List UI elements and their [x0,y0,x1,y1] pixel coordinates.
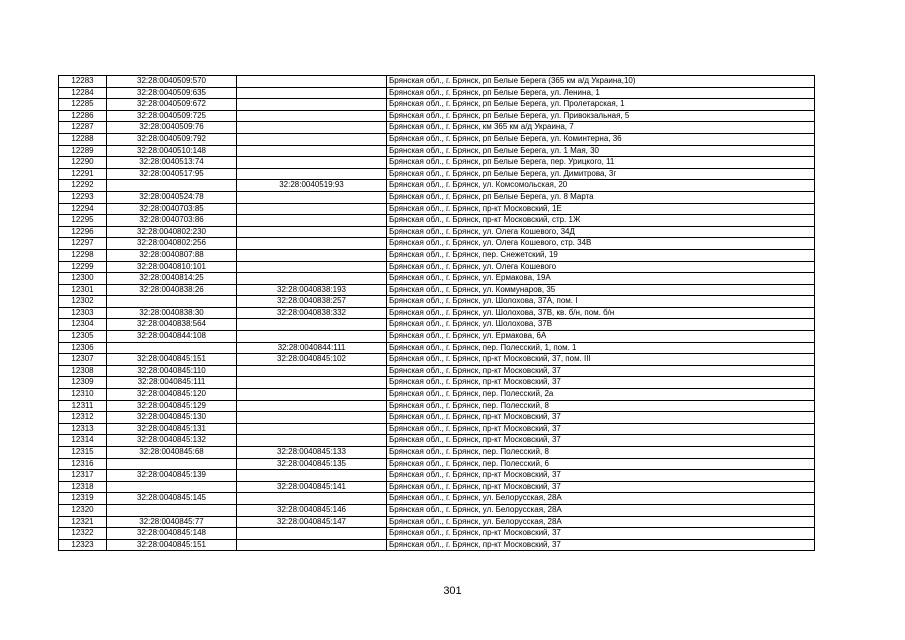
object-cadastral-number-cell [237,319,387,331]
object-cadastral-number-cell [237,157,387,169]
table-row [59,226,815,238]
object-cadastral-number-cell [237,238,387,250]
cadastral-number-cell: 32:28:0040845:145 [107,493,237,505]
address-cell: Брянская обл., г. Брянск, пр-кт Московский, 37 [387,435,815,447]
row-number-cell: 12317 [59,470,107,482]
row-number-cell: 12306 [59,342,107,354]
table-row [59,307,815,319]
address-cell: Брянская обл., г. Брянск, ул. Белорусская, 28А [387,504,815,516]
table-row [59,493,815,505]
row-number-cell: 12310 [59,389,107,401]
table-row [59,296,815,308]
row-number-cell: 12307 [59,354,107,366]
address-cell: Брянская обл., г. Брянск, пр-кт Московский, 37 [387,481,815,493]
row-number-cell: 12286 [59,110,107,122]
table-row [59,365,815,377]
address-cell: Брянская обл., г. Брянск, рп Белые Берега, ул. Пролетарская, 1 [387,99,815,111]
table-row [59,284,815,296]
cadastral-number-cell: 32:28:0040703:86 [107,215,237,227]
object-cadastral-number-cell [237,365,387,377]
table-row [59,458,815,470]
cadastral-number-cell [107,504,237,516]
row-number-cell: 12315 [59,447,107,459]
table-row [59,203,815,215]
cadastral-number-cell: 32:28:0040838:564 [107,319,237,331]
row-number-cell: 12287 [59,122,107,134]
row-number-cell: 12291 [59,168,107,180]
address-cell: Брянская обл., г. Брянск, пер. Полесский, 6 [387,458,815,470]
address-cell: Брянская обл., г. Брянск, пр-кт Московский, 37 [387,365,815,377]
table-row [59,331,815,343]
table-row [59,180,815,192]
object-cadastral-number-cell [237,261,387,273]
object-cadastral-number-cell [237,539,387,551]
cadastral-number-cell: 32:28:0040703:85 [107,203,237,215]
table-row [59,87,815,99]
cadastral-number-cell: 32:28:0040845:68 [107,447,237,459]
cadastral-number-cell: 32:28:0040509:672 [107,99,237,111]
object-cadastral-number-cell [237,470,387,482]
object-cadastral-number-cell [237,249,387,261]
object-cadastral-number-cell [237,423,387,435]
address-cell: Брянская обл., г. Брянск, ул. Ермакова, 19А [387,273,815,285]
object-cadastral-number-cell [237,435,387,447]
row-number-cell: 12295 [59,215,107,227]
cadastral-number-cell: 32:28:0040838:26 [107,284,237,296]
row-number-cell: 12302 [59,296,107,308]
row-number-cell: 12303 [59,307,107,319]
address-cell: Брянская обл., г. Брянск, ул. Олега Кошевого, 34Д [387,226,815,238]
address-cell: Брянская обл., г. Брянск, ул. Шолохова, 37В, кв. б/н, пом. б/н [387,307,815,319]
row-number-cell: 12300 [59,273,107,285]
cadastral-number-cell: 32:28:0040845:139 [107,470,237,482]
object-cadastral-number-cell [237,331,387,343]
table-row [59,110,815,122]
table-row [59,76,815,88]
address-cell: Брянская обл., г. Брянск, пр-кт Московский, 37 [387,377,815,389]
table-row [59,145,815,157]
object-cadastral-number-cell [237,110,387,122]
table-row [59,481,815,493]
address-cell: Брянская обл., г. Брянск, пр-кт Московский, 37 [387,423,815,435]
address-cell: Брянская обл., г. Брянск, ул. Олега Кошевого [387,261,815,273]
cadastral-number-cell: 32:28:0040802:256 [107,238,237,250]
object-cadastral-number-cell [237,76,387,88]
table-row [59,377,815,389]
object-cadastral-number-cell: 32:28:0040845:147 [237,516,387,528]
address-cell: Брянская обл., г. Брянск, пер. Полесский, 2а [387,389,815,401]
row-number-cell: 12301 [59,284,107,296]
object-cadastral-number-cell [237,99,387,111]
object-cadastral-number-cell [237,377,387,389]
object-cadastral-number-cell: 32:28:0040845:133 [237,447,387,459]
row-number-cell: 12285 [59,99,107,111]
cadastral-number-cell: 32:28:0040509:725 [107,110,237,122]
cadastral-number-cell [107,481,237,493]
table-row [59,168,815,180]
cadastral-number-cell: 32:28:0040845:77 [107,516,237,528]
row-number-cell: 12318 [59,481,107,493]
address-cell: Брянская обл., г. Брянск, рп Белые Берега, ул. Димитрова, 3г [387,168,815,180]
table-row [59,447,815,459]
registry-table-body [59,76,815,551]
cadastral-number-cell: 32:28:0040807:88 [107,249,237,261]
object-cadastral-number-cell [237,400,387,412]
address-cell: Брянская обл., г. Брянск, пр-кт Московский, 37 [387,528,815,540]
cadastral-number-cell [107,296,237,308]
row-number-cell: 12320 [59,504,107,516]
object-cadastral-number-cell [237,168,387,180]
object-cadastral-number-cell [237,145,387,157]
address-cell: Брянская обл., г. Брянск, рп Белые Берега, ул. 1 Мая, 30 [387,145,815,157]
row-number-cell: 12290 [59,157,107,169]
object-cadastral-number-cell: 32:28:0040845:135 [237,458,387,470]
object-cadastral-number-cell [237,226,387,238]
row-number-cell: 12323 [59,539,107,551]
table-row [59,516,815,528]
object-cadastral-number-cell [237,191,387,203]
object-cadastral-number-cell [237,412,387,424]
cadastral-number-cell: 32:28:0040802:230 [107,226,237,238]
address-cell: Брянская обл., г. Брянск, ул. Комсомольская, 20 [387,180,815,192]
table-row [59,157,815,169]
cadastral-number-cell [107,180,237,192]
table-row [59,412,815,424]
row-number-cell: 12312 [59,412,107,424]
address-cell: Брянская обл., г. Брянск, рп Белые Берега, ул. 8 Марта [387,191,815,203]
object-cadastral-number-cell [237,273,387,285]
address-cell: Брянская обл., г. Брянск, ул. Ермакова, 6А [387,331,815,343]
cadastral-number-cell: 32:28:0040845:120 [107,389,237,401]
address-cell: Брянская обл., г. Брянск, ул. Коммунаров, 35 [387,284,815,296]
row-number-cell: 12293 [59,191,107,203]
cadastral-number-cell: 32:28:0040844:108 [107,331,237,343]
cadastral-number-cell: 32:28:0040814:25 [107,273,237,285]
table-row [59,273,815,285]
table-row [59,539,815,551]
address-cell: Брянская обл., г. Брянск, пр-кт Московский, 37, пом. III [387,354,815,366]
object-cadastral-number-cell [237,122,387,134]
table-row [59,133,815,145]
table-row [59,435,815,447]
object-cadastral-number-cell: 32:28:0040845:146 [237,504,387,516]
object-cadastral-number-cell [237,133,387,145]
address-cell: Брянская обл., г. Брянск, ул. Белорусская, 28А [387,516,815,528]
cadastral-number-cell: 32:28:0040845:148 [107,528,237,540]
address-cell: Брянская обл., г. Брянск, ул. Олега Кошевого, стр. 34В [387,238,815,250]
object-cadastral-number-cell: 32:28:0040838:332 [237,307,387,319]
table-row [59,423,815,435]
table-row [59,528,815,540]
table-row [59,342,815,354]
row-number-cell: 12321 [59,516,107,528]
row-number-cell: 12298 [59,249,107,261]
object-cadastral-number-cell [237,389,387,401]
table-row [59,354,815,366]
table-row [59,470,815,482]
cadastral-number-cell: 32:28:0040845:111 [107,377,237,389]
cadastral-number-cell: 32:28:0040810:101 [107,261,237,273]
cadastral-number-cell: 32:28:0040509:792 [107,133,237,145]
row-number-cell: 12305 [59,331,107,343]
object-cadastral-number-cell: 32:28:0040845:102 [237,354,387,366]
table-row [59,215,815,227]
object-cadastral-number-cell: 32:28:0040519:93 [237,180,387,192]
address-cell: Брянская обл., г. Брянск, рп Белые Берега, ул. Ленина, 1 [387,87,815,99]
table-row [59,319,815,331]
table-row [59,238,815,250]
table-row [59,249,815,261]
object-cadastral-number-cell [237,493,387,505]
row-number-cell: 12296 [59,226,107,238]
object-cadastral-number-cell: 32:28:0040838:257 [237,296,387,308]
address-cell: Брянская обл., г. Брянск, пер. Полесский, 8 [387,400,815,412]
cadastral-number-cell: 32:28:0040517:95 [107,168,237,180]
address-cell: Брянская обл., г. Брянск, пр-кт Московский, стр. 1Ж [387,215,815,227]
table-row [59,504,815,516]
row-number-cell: 12288 [59,133,107,145]
row-number-cell: 12289 [59,145,107,157]
cadastral-number-cell: 32:28:0040845:132 [107,435,237,447]
object-cadastral-number-cell: 32:28:0040845:141 [237,481,387,493]
page-number: 301 [443,585,462,597]
row-number-cell: 12284 [59,87,107,99]
table-row [59,389,815,401]
cadastral-number-cell: 32:28:0040845:129 [107,400,237,412]
row-number-cell: 12314 [59,435,107,447]
address-cell: Брянская обл., г. Брянск, пер. Полесский, 1, пом. 1 [387,342,815,354]
table-row [59,191,815,203]
registry-table [58,75,815,551]
address-cell: Брянская обл., г. Брянск, ул. Шолохова, 37А, пом. I [387,296,815,308]
cadastral-number-cell: 32:28:0040509:635 [107,87,237,99]
cadastral-number-cell: 32:28:0040845:131 [107,423,237,435]
address-cell: Брянская обл., г. Брянск, ул. Белорусская, 28А [387,493,815,505]
cadastral-number-cell: 32:28:0040845:130 [107,412,237,424]
address-cell: Брянская обл., г. Брянск, пр-кт Московский, 37 [387,412,815,424]
address-cell: Брянская обл., г. Брянск, пр-кт Московский, 37 [387,470,815,482]
row-number-cell: 12311 [59,400,107,412]
address-cell: Брянская обл., г. Брянск, рп Белые Берега (365 км а/д Украина,10) [387,76,815,88]
cadastral-number-cell: 32:28:0040845:151 [107,539,237,551]
object-cadastral-number-cell: 32:28:0040844:111 [237,342,387,354]
cadastral-number-cell: 32:28:0040838:30 [107,307,237,319]
object-cadastral-number-cell [237,87,387,99]
row-number-cell: 12299 [59,261,107,273]
table-row [59,400,815,412]
table-row [59,99,815,111]
object-cadastral-number-cell [237,203,387,215]
object-cadastral-number-cell: 32:28:0040838:193 [237,284,387,296]
address-cell: Брянская обл., г. Брянск, км 365 км а/д Украина, 7 [387,122,815,134]
row-number-cell: 12319 [59,493,107,505]
row-number-cell: 12304 [59,319,107,331]
row-number-cell: 12322 [59,528,107,540]
cadastral-number-cell: 32:28:0040513:74 [107,157,237,169]
object-cadastral-number-cell [237,528,387,540]
cadastral-number-cell: 32:28:0040524:78 [107,191,237,203]
cadastral-number-cell: 32:28:0040509:76 [107,122,237,134]
row-number-cell: 12308 [59,365,107,377]
address-cell: Брянская обл., г. Брянск, пр-кт Московский, 37 [387,539,815,551]
row-number-cell: 12292 [59,180,107,192]
row-number-cell: 12309 [59,377,107,389]
cadastral-number-cell: 32:28:0040845:151 [107,354,237,366]
address-cell: Брянская обл., г. Брянск, пер. Снежетский, 19 [387,249,815,261]
row-number-cell: 12316 [59,458,107,470]
cadastral-number-cell [107,342,237,354]
address-cell: Брянская обл., г. Брянск, рп Белые Берега, ул. Привокзальная, 5 [387,110,815,122]
object-cadastral-number-cell [237,215,387,227]
cadastral-number-cell: 32:28:0040509:570 [107,76,237,88]
address-cell: Брянская обл., г. Брянск, рп Белые Берега, ул. Коминтерна, 36 [387,133,815,145]
cadastral-number-cell [107,458,237,470]
row-number-cell: 12283 [59,76,107,88]
table-row [59,122,815,134]
address-cell: Брянская обл., г. Брянск, пер. Полесский, 8 [387,447,815,459]
cadastral-number-cell: 32:28:0040510:148 [107,145,237,157]
address-cell: Брянская обл., г. Брянск, пр-кт Московский, 1Е [387,203,815,215]
table-row [59,261,815,273]
address-cell: Брянская обл., г. Брянск, ул. Шолохова, 37В [387,319,815,331]
row-number-cell: 12294 [59,203,107,215]
row-number-cell: 12313 [59,423,107,435]
address-cell: Брянская обл., г. Брянск, рп Белые Берега, пер. Урицкого, 11 [387,157,815,169]
row-number-cell: 12297 [59,238,107,250]
cadastral-number-cell: 32:28:0040845:110 [107,365,237,377]
